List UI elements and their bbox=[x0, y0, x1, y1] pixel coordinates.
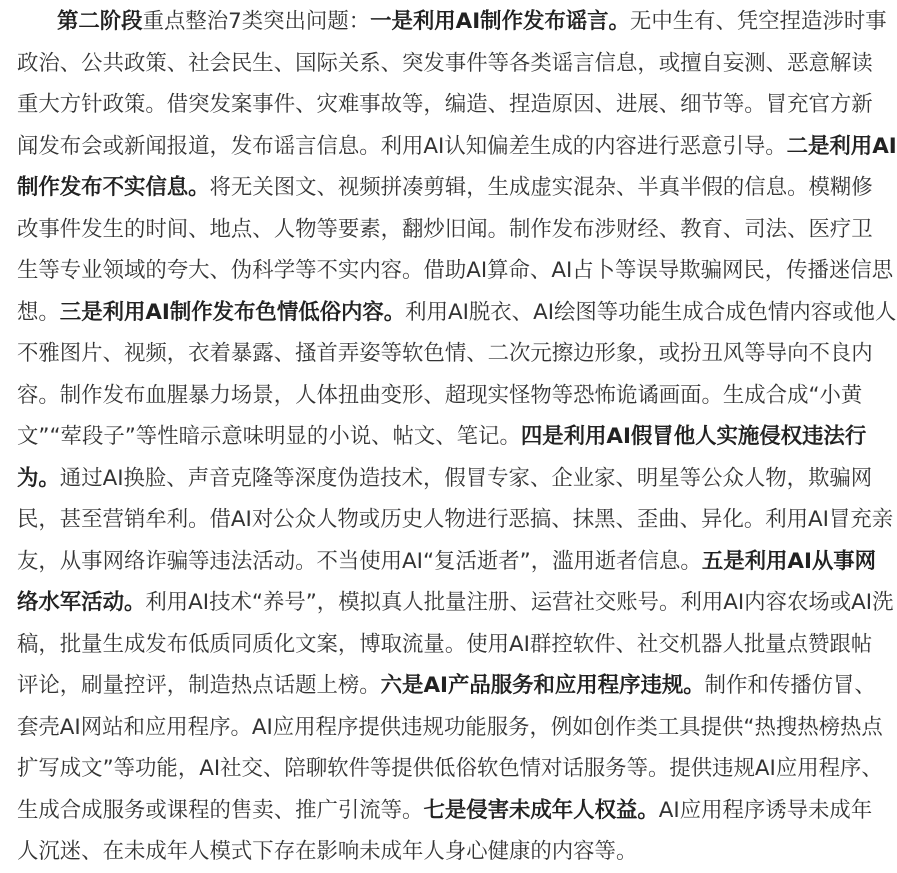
bold-heading-text: 二是利用AI bbox=[786, 133, 897, 159]
bold-heading-text: 为。 bbox=[17, 465, 60, 491]
text-line bbox=[17, 541, 877, 583]
text-line bbox=[17, 831, 822, 873]
body-text: 扩写成文”等功能，AI社交、陪聊软件等提供低俗软色情对话服务等。提供违规AI应用程序、 bbox=[17, 756, 883, 781]
text-line bbox=[17, 416, 867, 458]
text-line bbox=[17, 665, 876, 707]
text-line bbox=[17, 126, 897, 168]
body-text: 利用AI脱衣、AI绘图等功能生成合成色情内容或他人 bbox=[405, 299, 897, 325]
text-line bbox=[17, 250, 894, 292]
body-text: 想。 bbox=[17, 299, 60, 325]
text-line bbox=[17, 209, 873, 251]
bold-heading-text: 五是利用AI从事网 bbox=[701, 548, 877, 574]
body-text: 将无关图文、视频拼凑剪辑，生成虚实混杂、半真半假的信息。模糊修 bbox=[209, 175, 873, 200]
bold-heading-text: 六是AI产品服务和应用程序违规。 bbox=[380, 673, 705, 698]
body-text: 文”“荤段子”等性暗示意味明显的小说、帖文、笔记。 bbox=[17, 424, 521, 449]
body-text: 友，从事网络诈骗等违法活动。不当使用AI“复活逝者”，滥用逝者信息。 bbox=[17, 548, 702, 574]
text-line bbox=[17, 790, 873, 832]
text-line bbox=[17, 748, 883, 790]
body-text: 无中生有、凭空捏造涉时事 bbox=[629, 9, 887, 34]
body-text: 通过AI换脸、声音克隆等深度伪造技术，假冒专家、企业家、明星等公众人物，欺骗网 bbox=[59, 465, 873, 491]
body-text: 制作和传播仿冒、 bbox=[704, 673, 876, 698]
text-line bbox=[17, 707, 883, 749]
bold-heading-text: 第二阶段 bbox=[57, 9, 143, 34]
body-text: 不雅图片、视频，衣着暴露、搔首弄姿等软色情、二次元擦边形象，或扮丑风等导向不良内 bbox=[17, 341, 873, 366]
text-line bbox=[17, 84, 873, 126]
body-text: 利用AI技术“养号”，模拟真人批量注册、运营社交账号。利用AI内容农场或AI洗 bbox=[145, 590, 894, 615]
bold-heading-text: 一是利用AI制作发布谣言。 bbox=[370, 9, 630, 34]
text-line bbox=[17, 1, 887, 43]
body-text: 重大方针政策。借突发案事件、灾难事故等，编造、捏造原因、进展、细节等。冒充官方新 bbox=[17, 92, 873, 117]
text-line bbox=[17, 582, 894, 624]
body-text: 人沉迷、在未成年人模式下存在影响未成年人身心健康的内容等。 bbox=[17, 839, 638, 864]
body-text: 重点整治7类突出问题： bbox=[142, 9, 371, 34]
bold-heading-text: 制作发布不实信息。 bbox=[17, 175, 210, 200]
body-text: 套壳AI网站和应用程序。AI应用程序提供违规功能服务，例如创作类工具提供“热搜热榜热点 bbox=[17, 714, 883, 740]
bold-heading-text: 络水军活动。 bbox=[17, 590, 146, 615]
body-text: 容。制作发布血腥暴力场景，人体扭曲变形、超现实怪物等恐怖诡谲画面。生成合成“小黄 bbox=[17, 382, 863, 408]
text-line bbox=[17, 375, 863, 417]
body-text: 生等专业领域的夸大、伪科学等不实内容。借助AI算命、AI占卜等误导欺骗网民，传播迷信思 bbox=[17, 258, 894, 283]
text-line bbox=[17, 624, 873, 666]
bold-heading-text: 四是利用AI假冒他人实施侵权违法行 bbox=[520, 424, 867, 449]
text-line bbox=[17, 333, 873, 375]
bold-heading-text: 七是侵害未成年人权益。 bbox=[423, 797, 659, 823]
bold-heading-text: 三是利用AI制作发布色情低俗内容。 bbox=[59, 299, 406, 325]
text-line bbox=[17, 499, 894, 541]
body-text: 生成合成服务或课程的售卖、推广引流等。 bbox=[17, 797, 424, 823]
body-text: 政治、公共政策、社会民生、国际关系、突发事件等各类谣言信息，或擅自妄测、恶意解读 bbox=[17, 50, 873, 76]
body-text: 民，甚至营销牟利。借AI对公众人物或历史人物进行恶搞、抹黑、歪曲、异化。利用AI冒充亲 bbox=[17, 507, 894, 532]
text-line bbox=[17, 292, 897, 334]
text-line bbox=[17, 43, 873, 85]
body-text: 改事件发生的时间、地点、人物等要素，翻炒旧闻。制作发布涉财经、教育、司法、医疗卫 bbox=[17, 216, 873, 242]
body-text: 闻发布会或新闻报道，发布谣言信息。利用AI认知偏差生成的内容进行恶意引导。 bbox=[17, 133, 787, 159]
body-text: AI应用程序诱导未成年 bbox=[658, 797, 873, 823]
body-text: 稿，批量生成发布低质同质化文案，博取流量。使用AI群控软件、社交机器人批量点赞跟帖 bbox=[17, 631, 873, 657]
body-text: 评论，刷量控评，制造热点话题上榜。 bbox=[17, 673, 381, 698]
text-line bbox=[17, 458, 873, 500]
text-line bbox=[17, 167, 873, 209]
